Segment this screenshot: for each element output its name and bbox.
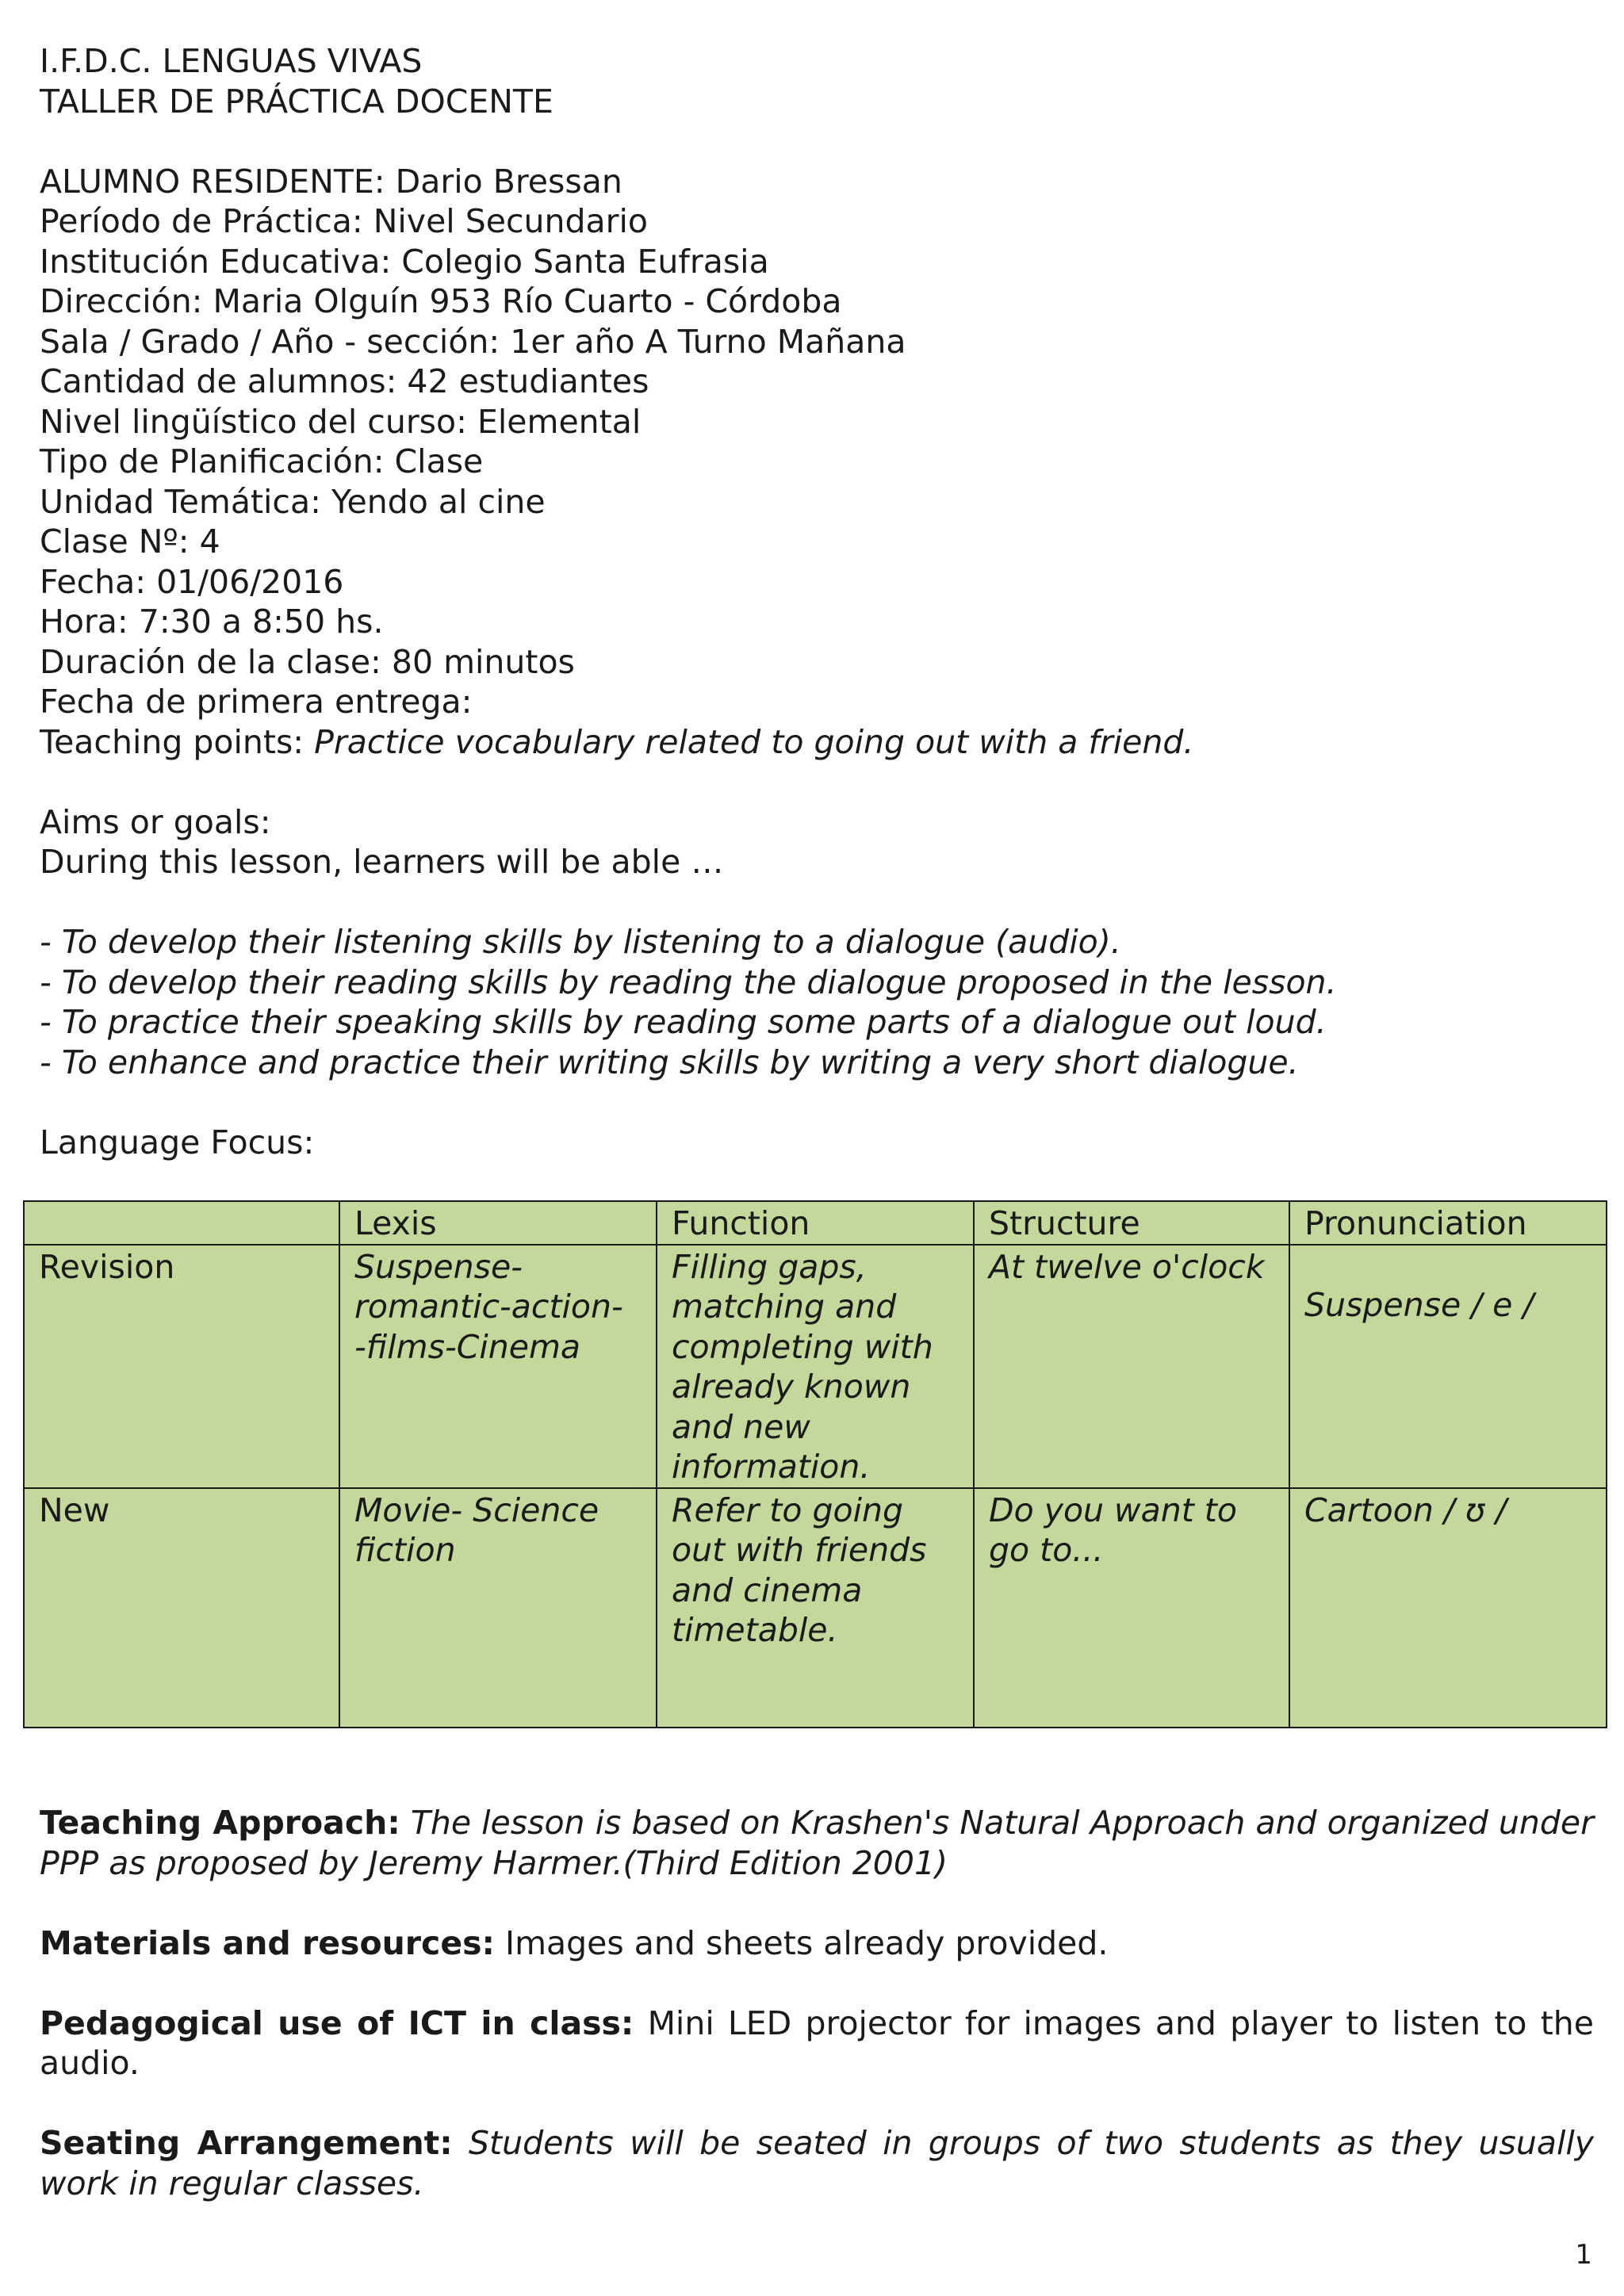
grade-line: Sala / Grado / Año - sección: 1er año A Turno Mañana	[40, 322, 906, 361]
class-number-line: Clase Nº: 4	[40, 522, 220, 561]
pronunciation-cell: Suspense / e /	[1289, 1245, 1607, 1488]
workshop-name: TALLER DE PRÁCTICA DOCENTE	[40, 82, 553, 121]
level-line: Nivel lingüístico del curso: Elemental	[40, 402, 642, 441]
structure-cell: Do you want to go to...	[974, 1488, 1289, 1728]
teaching-approach: Teaching Approach: The lesson is based on Krashen's Natural Approach and organized under PPP as proposed by Jeremy Harmer.(Third Edition 2001)	[40, 1804, 1594, 1882]
row-label: New	[24, 1488, 339, 1728]
aim-item: - To enhance and practice their writing skills by writing a very short dialogue.	[40, 1043, 1299, 1081]
first-delivery-line: Fecha de primera entrega:	[40, 683, 473, 721]
address-line: Dirección: Maria Olguín 953 Río Cuarto - Córdoba	[40, 282, 842, 320]
function-cell: Refer to going out with friends and cinema timetable.	[657, 1488, 974, 1728]
aim-item: - To practice their speaking skills by reading some parts of a dialogue out loud.	[40, 1003, 1327, 1041]
lexis-cell: Movie- Science fiction	[339, 1488, 657, 1728]
row-label: Revision	[24, 1245, 339, 1488]
student-line: ALUMNO RESIDENTE: Dario Bressan	[40, 162, 622, 201]
duration-line: Duración de la clase: 80 minutos	[40, 642, 575, 681]
table-row	[24, 1245, 1607, 1488]
aims-intro: During this lesson, learners will be able …	[40, 843, 724, 881]
period-line: Período de Práctica: Nivel Secundario	[40, 202, 648, 240]
unit-line: Unidad Temática: Yendo al cine	[40, 482, 546, 521]
structure-cell: At twelve o'clock	[974, 1245, 1289, 1488]
table-header-cell: Pronunciation	[1289, 1201, 1607, 1245]
document-header	[40, 41, 1594, 1162]
date-line: Fecha: 01/06/2016	[40, 562, 344, 601]
ict-use: Pedagogical use of ICT in class: Mini LED projector for images and player to listen to the audio.	[40, 2003, 1594, 2082]
aim-item: - To develop their listening skills by listening to a dialogue (audio).	[40, 923, 1121, 961]
table-header-cell	[24, 1201, 339, 1245]
pronunciation-cell: Cartoon / ʊ /	[1289, 1488, 1607, 1728]
time-line: Hora: 7:30 a 8:50 hs.	[40, 603, 384, 641]
table-row	[24, 1488, 1607, 1728]
table-header-cell: Structure	[974, 1201, 1289, 1245]
students-count-line: Cantidad de alumnos: 42 estudiantes	[40, 362, 649, 400]
school-line: Institución Educativa: Colegio Santa Eufrasia	[40, 242, 769, 281]
aims-heading: Aims or goals:	[40, 802, 271, 841]
teaching-points-line	[40, 722, 1594, 763]
teaching-points-label: Teaching points:	[40, 722, 315, 761]
lexis-cell: Suspense- romantic-action- -films-Cinema	[339, 1245, 657, 1488]
language-focus-heading: Language Focus:	[40, 1123, 315, 1161]
table-header-row	[24, 1201, 1607, 1245]
aim-item: - To develop their reading skills by reading the dialogue proposed in the lesson.	[40, 962, 1337, 1001]
lesson-details	[40, 1803, 1594, 2244]
page-number: 1	[1575, 2239, 1592, 2271]
plan-type-line: Tipo de Planificación: Clase	[40, 442, 484, 480]
function-cell: Filling gaps, matching and completing with already known and new information.	[657, 1245, 974, 1488]
seating-arrangement: Seating Arrangement: Students will be seated in groups of two students as they usually work in regular classes.	[40, 2124, 1594, 2202]
teaching-points-text: Practice vocabulary related to going out with a friend.	[314, 722, 1194, 761]
table-header-cell: Lexis	[339, 1201, 657, 1245]
language-focus-table	[23, 1200, 1607, 1728]
materials-resources: Materials and resources: Images and sheets already provided.	[40, 1923, 1109, 1962]
institution-name: I.F.D.C. LENGUAS VIVAS	[40, 42, 423, 80]
table-header-cell: Function	[657, 1201, 974, 1245]
